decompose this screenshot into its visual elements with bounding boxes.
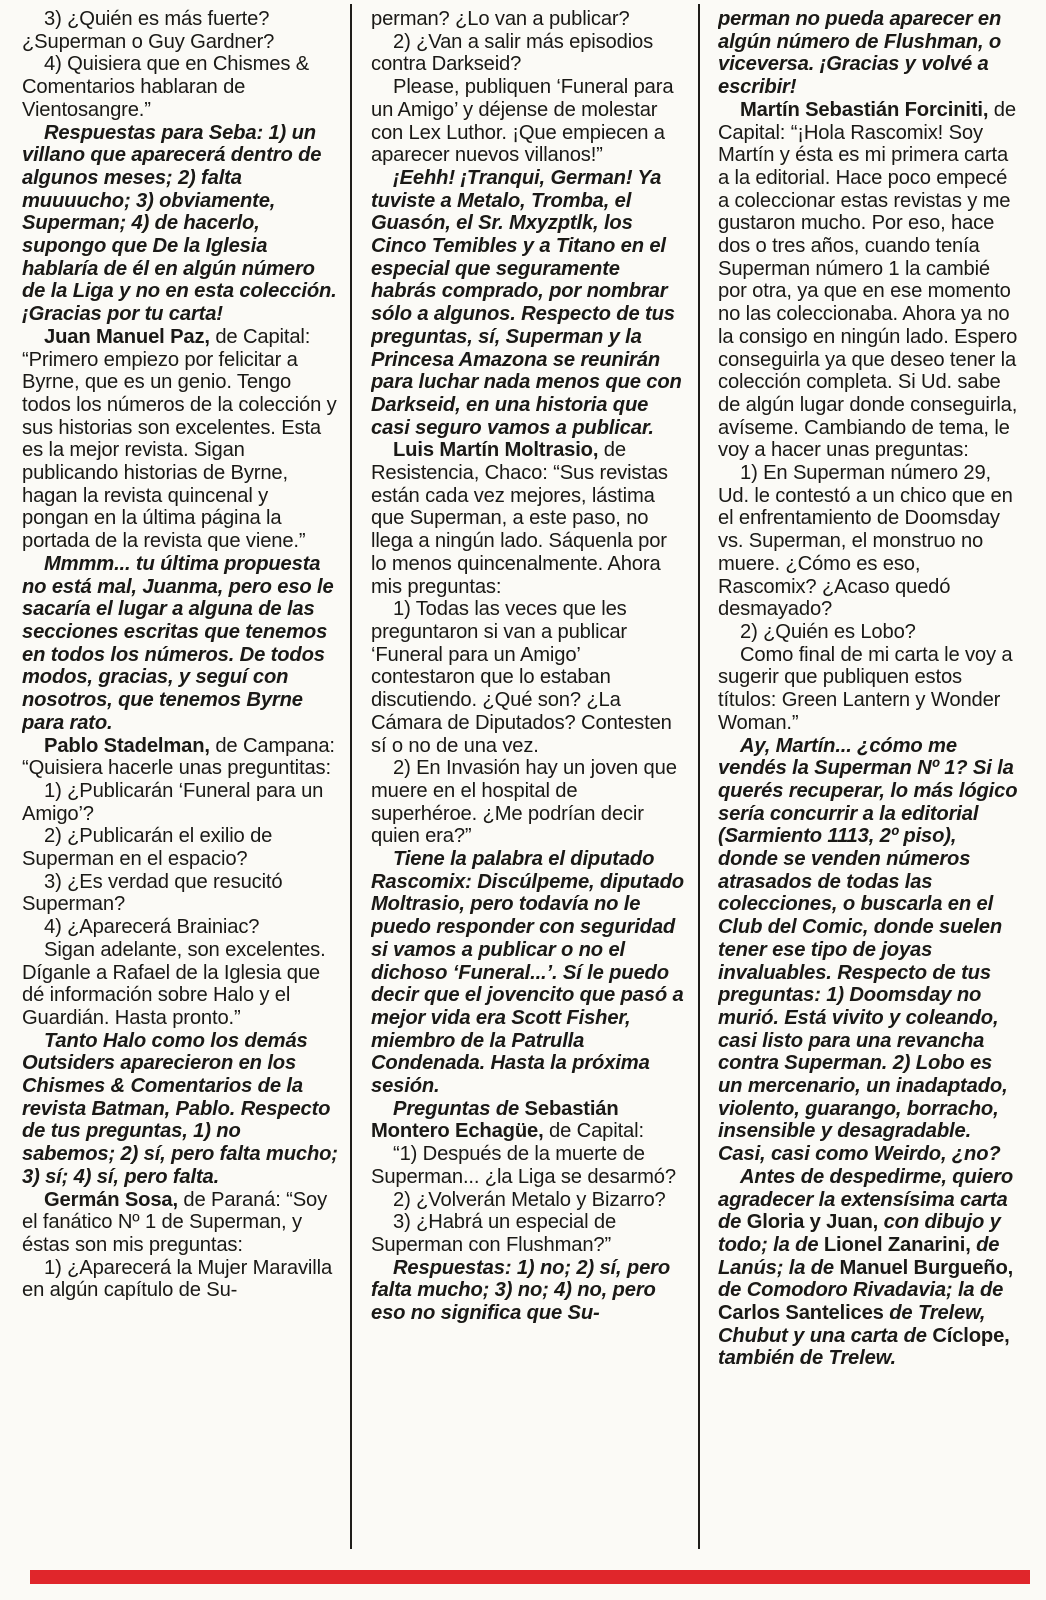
paragraph: 4) ¿Aparecerá Brainiac? <box>44 916 260 939</box>
column-divider <box>350 4 352 1549</box>
editor-thanks <box>718 1166 1020 1370</box>
letter-body: de Resistencia, Chaco: “Sus revistas están cada vez mejores, lástima que Superman, a este paso, no llega a ningún lado. Sáquenla por lo menos quincenalmente. Ahora mis preguntas: <box>371 439 668 598</box>
footer-red-bar <box>30 1570 1030 1584</box>
paragraph: 3) ¿Habrá un especial de Superman con Flushman?” <box>371 1211 617 1256</box>
column-2 <box>371 8 687 1543</box>
letter-body: de Campana: “Quisiera hacerle unas preguntitas: <box>22 734 335 780</box>
paragraph: Como final de mi carta le voy a sugerir que publiquen estos títulos: Green Lantern y Wonder Woman.” <box>718 643 1013 734</box>
letter-author: Germán Sosa, <box>44 1188 178 1211</box>
paragraph: Please, publiquen ‘Funeral para un Amigo’ y déjense de molestar con Lex Luthor. ¡Que empiecen a aparecer nuevos villanos!” <box>371 76 674 167</box>
letter-author: Pablo Stadelman, <box>44 734 210 757</box>
editor-reply: perman no pueda aparecer en algún número de Flushman, o viceversa. ¡Gracias y volvé a escribir! <box>718 8 1002 99</box>
letter <box>371 439 687 598</box>
editor-reply: Ay, Martín... ¿cómo me vendés la Superman Nº 1? Si la querés recuperar, lo más lógico sería concurrir a la editorial (Sarmiento 1113, 2º piso), donde se venden números atrasados de todas las colecciones, o buscarla en el Club del Comic, donde suelen tener ese tipo de joyas invaluables. Respecto de tus preguntas: 1) Doomsday no murió. Está vivito y coleando, casi listo para una revancha contra Superman. 2) Lobo es un mercenario, un inadaptado, violento, guarango, borracho, insensible y desagradable. Casi, casi como Weirdo, ¿no? <box>718 734 1018 1166</box>
paragraph: 2) ¿Volverán Metalo y Bizarro? <box>393 1188 666 1211</box>
letter-author: Sebastián Montero Echagüe, <box>371 1097 619 1143</box>
column-1 <box>22 8 338 1543</box>
editor-reply: Tanto Halo como los demás Outsiders aparecieron en los Chismes & Comentarios de la revista Batman, Pablo. Respecto de tus preguntas, 1) no sabemos; 2) sí, pero falta mucho; 3) sí; 4) sí, pero falta. <box>22 1029 338 1188</box>
thanks-name: Gloria y Juan, <box>746 1211 879 1234</box>
paragraph: 2) En Invasión hay un joven que muere en el hospital de superhéroe. ¿Me podrían decir quien era?” <box>371 757 677 848</box>
thanks-name: Lionel Zanarini, <box>823 1233 971 1256</box>
letter-body: de Paraná: “Soy el fanático Nº 1 de Superman, y éstas son mis preguntas: <box>22 1188 328 1256</box>
letter-author: Martín Sebastián Forciniti, <box>740 98 989 121</box>
letter <box>22 326 338 553</box>
paragraph: 2) ¿Quién es Lobo? <box>740 620 916 643</box>
paragraph: 1) ¿Aparecerá la Mujer Maravilla en algún capítulo de Su- <box>22 1256 333 1302</box>
column-3 <box>718 8 1020 1543</box>
paragraph: 2) ¿Van a salir más episodios contra Darkseid? <box>371 30 654 76</box>
editor-reply: Respuestas: 1) no; 2) sí, pero falta mucho; 3) no; 4) no, pero eso no significa que Su- <box>371 1256 671 1325</box>
thanks-text: de Lanús; la de <box>718 1233 1000 1279</box>
thanks-text: con dibujo y todo; la de <box>718 1211 1001 1256</box>
thanks-name: Carlos Santelices <box>718 1302 884 1325</box>
letter <box>371 1098 687 1143</box>
editor-reply: Mmmm... tu última propuesta no está mal, Juanma, pero eso le sacaría el lugar a alguna de las secciones escritas que tenemos en todos los números. De todos modos, gracias, y seguí con nosotros, que tenemos Byrne para rato. <box>22 552 334 734</box>
thanks-text: de Comodoro Rivadavia; la de <box>718 1279 1004 1302</box>
letter <box>718 99 1020 462</box>
letter-body: de Capital: <box>543 1120 644 1143</box>
paragraph: “1) Después de la muerte de Superman... ¿la Liga se desarmó? <box>371 1143 676 1188</box>
letter <box>22 735 338 780</box>
paragraph: 3) ¿Quién es más fuerte? ¿Superman o Guy Gardner? <box>22 8 275 53</box>
paragraph: Sigan adelante, son excelentes. Díganle a Rafael de la Iglesia que dé información sobre Halo y el Guardián. Hasta pronto.” <box>22 938 326 1029</box>
letter <box>22 1189 338 1257</box>
paragraph: 4) Quisiera que en Chismes & Comentarios hablaran de Vientosangre.” <box>22 53 310 121</box>
paragraph: perman? ¿Lo van a publicar? <box>371 8 630 30</box>
paragraph: 2) ¿Publicarán el exilio de Superman en el espacio? <box>22 825 273 871</box>
paragraph: 1) Todas las veces que les preguntaron si van a publicar ‘Funeral para un Amigo’ contestaron que lo estaban discutiendo. ¿Qué son? ¿La Cámara de Diputados? Contesten sí o no de una vez. <box>371 598 672 757</box>
thanks-name: Manuel Burgueño, <box>839 1256 1014 1279</box>
letter-intro: Preguntas de <box>393 1097 525 1120</box>
thanks-text: Antes de despedirme, quiero agradecer la extensísima carta de <box>718 1165 1014 1234</box>
thanks-text: también de Trelew. <box>718 1347 896 1370</box>
paragraph: 1) En Superman número 29, Ud. le contestó a un chico que en el enfrentamiento de Doomsday vs. Superman, el monstruo no muere. ¿Cómo es eso, Rascomix? ¿Acaso quedó desmayado? <box>718 462 1013 621</box>
paragraph: 3) ¿Es verdad que resucitó Superman? <box>22 870 283 916</box>
letter-author: Luis Martín Moltrasio, <box>393 439 599 462</box>
thanks-name: Cíclope, <box>932 1324 1010 1347</box>
letter-body: de Capital: “Primero empiezo por felicitar a Byrne, que es un genio. Tengo todos los números de la colección y sus historias son excelentes. Esta es la mejor revista. Sigan publicando historias de Byrne, hagan la revista quincenal y pongan en la última página la portada de la revista que viene.” <box>22 325 337 553</box>
paragraph: 1) ¿Publicarán ‘Funeral para un Amigo’? <box>22 779 324 825</box>
thanks-text: de Trelew, Chubut y una carta de <box>718 1302 986 1347</box>
letter-body: de Capital: “¡Hola Rascomix! Soy Martín y ésta es mi primera carta a la editorial. Hace poco empecé a coleccionar estas revistas y me gustaron mucho. Por eso, hace dos o tres años, cuando tenía Superman número 1 la cambié por otra, ya que en ese momento no las coleccionaba. Ahora ya no la consigo en ningún lado. Espero conseguirla ya que deseo tener la colección completa. Si Ud. sabe de algún lugar donde conseguirla, avíseme. Cambiando de tema, le voy a hacer unas preguntas: <box>718 98 1018 462</box>
editor-reply: ¡Eehh! ¡Tranqui, German! Ya tuviste a Metalo, Tromba, el Guasón, el Sr. Mxyzptlk, los Cinco Temibles y a Titano en el especial que seguramente habrás comprado, por nombrar sólo a algunos. Respecto de tus preguntas, sí, Superman y la Princesa Amazona se reunirán para luchar nada menos que con Darkseid, en una historia que casi seguro vamos a publicar. <box>371 166 682 439</box>
column-divider <box>698 4 700 1549</box>
editor-reply: Tiene la palabra el diputado Rascomix: Discúlpeme, diputado Moltrasio, pero todavía no le puedo responder con seguridad si vamos a publicar o no el dichoso ‘Funeral...’. Sí le puedo decir que el jovencito que pasó a mejor vida era Scott Fisher, miembro de la Patrulla Condenada. Hasta la próxima sesión. <box>371 848 684 1098</box>
editor-reply: Respuestas para Seba: 1) un villano que aparecerá dentro de algunos meses; 2) falta muuuucho; 3) obviamente, Superman; 4) de hacerlo, supongo que De la Iglesia hablaría de él en algún número de la Liga y no en esta colección. ¡Gracias por tu carta! <box>22 121 337 326</box>
letter-author: Juan Manuel Paz, <box>44 325 210 348</box>
